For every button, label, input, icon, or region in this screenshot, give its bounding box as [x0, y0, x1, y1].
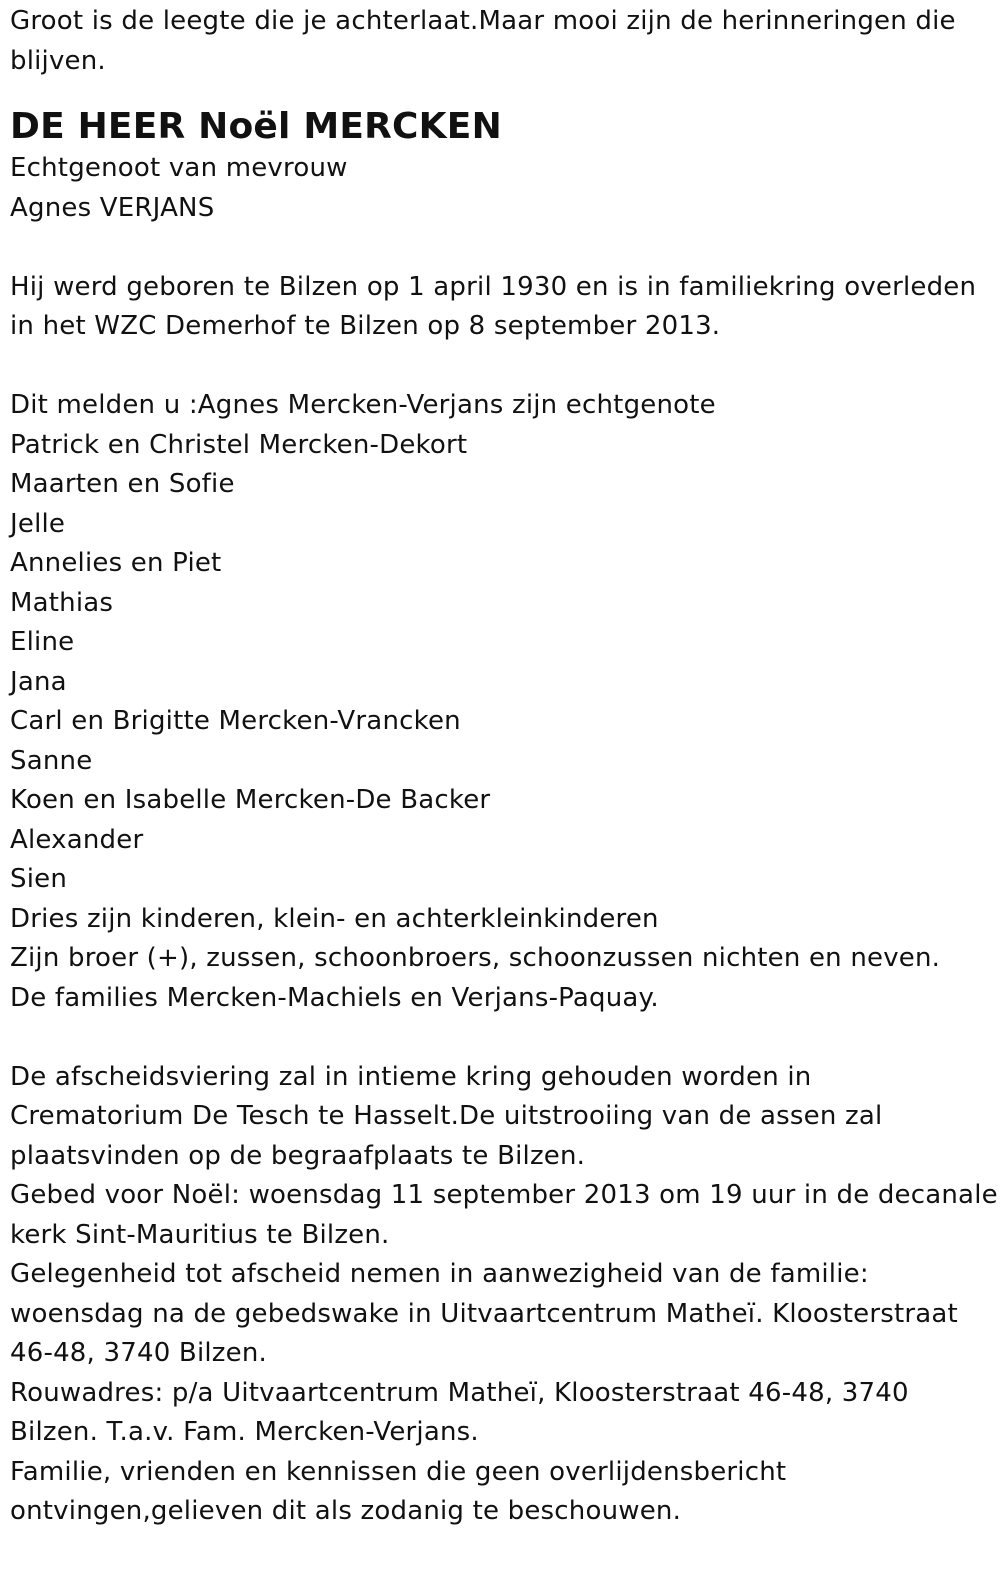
- spouse-line: Echtgenoot van mevrouw: [10, 153, 348, 183]
- mourners-block: [10, 386, 990, 1018]
- ceremony-line: Rouwadres: p/a Uitvaartcentrum Matheï, Kloosterstraat 46-48, 3740: [10, 1377, 909, 1408]
- ceremony-line: plaatsvinden op de begraafplaats te Bilzen.: [10, 1140, 586, 1171]
- mourner-line: Koen en Isabelle Mercken-De Backer: [10, 785, 491, 815]
- ceremony-line: Bilzen. T.a.v. Fam. Mercken-Verjans.: [10, 1417, 479, 1447]
- mourner-line: Patrick en Christel Mercken-Dekort: [10, 429, 468, 460]
- mourner-line: De families Mercken-Machiels en Verjans-Paquay.: [10, 982, 659, 1013]
- ceremony-line: woensdag na de gebedswake in Uitvaartcentrum Matheï. Kloosterstraat: [10, 1298, 958, 1329]
- ceremony-line: ontvingen,gelieven dit als zodanig te beschouwen.: [10, 1496, 682, 1526]
- birth-death-line: in het WZC Demerhof te Bilzen op 8 september 2013.: [10, 311, 721, 341]
- mourner-line: Jelle: [10, 508, 66, 539]
- ceremony-line: Gelegenheid tot afscheid nemen in aanwezigheid van de familie:: [10, 1259, 869, 1289]
- mourner-line: Dit melden u :Agnes Mercken-Verjans zijn echtgenote: [10, 390, 716, 420]
- ceremony-block: [10, 1058, 998, 1532]
- mourner-line: Sien: [10, 864, 68, 894]
- opening-quote: [10, 2, 990, 81]
- spouse-name: Agnes VERJANS: [10, 192, 215, 223]
- spouse-block: [10, 149, 990, 228]
- mourner-line: Dries zijn kinderen, klein- en achterkleinkinderen: [10, 903, 659, 934]
- mourner-line: Sanne: [10, 745, 93, 776]
- mourner-line: Jana: [10, 666, 67, 697]
- mourner-line: Eline: [10, 627, 75, 657]
- ceremony-line: 46-48, 3740 Bilzen.: [10, 1338, 267, 1368]
- deceased-name: DE HEER Noël MERCKEN: [10, 106, 502, 147]
- ceremony-line: kerk Sint-Mauritius te Bilzen.: [10, 1219, 390, 1250]
- birth-death-line: Hij werd geboren te Bilzen op 1 april 1930 en is in familiekring overleden: [10, 271, 977, 302]
- ceremony-line: De afscheidsviering zal in intieme kring gehouden worden in: [10, 1061, 812, 1092]
- mourner-line: Carl en Brigitte Mercken-Vrancken: [10, 706, 461, 736]
- ceremony-line: Gebed voor Noël: woensdag 11 september 2013 om 19 uur in de decanale: [10, 1180, 998, 1210]
- mourner-line: Maarten en Sofie: [10, 469, 235, 499]
- mourner-line: Annelies en Piet: [10, 548, 222, 578]
- ceremony-line: Crematorium De Tesch te Hasselt.De uitstrooiing van de assen zal: [10, 1101, 883, 1131]
- obituary-page: [0, 2, 1000, 1532]
- birth-death-block: [10, 268, 990, 347]
- quote-text: Groot is de leegte die je achterlaat.Maar mooi zijn de herinneringen die blijven.: [10, 6, 956, 76]
- mourner-line: Mathias: [10, 587, 114, 618]
- mourner-line: Zijn broer (+), zussen, schoonbroers, schoonzussen nichten en neven.: [10, 943, 941, 973]
- ceremony-line: Familie, vrienden en kennissen die geen overlijdensbericht: [10, 1456, 787, 1487]
- mourner-line: Alexander: [10, 824, 144, 855]
